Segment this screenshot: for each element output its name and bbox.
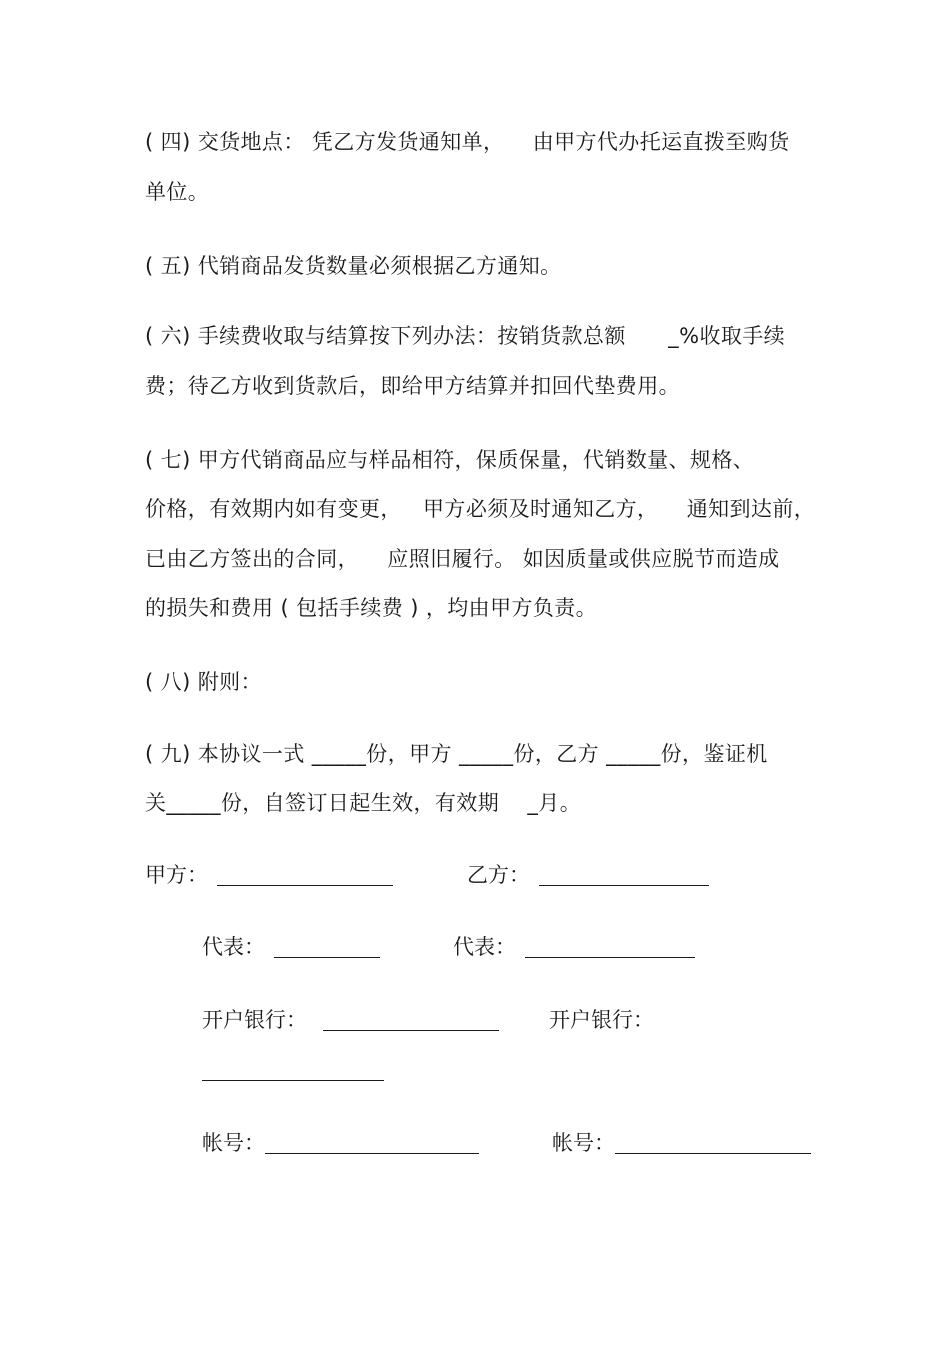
rep-a-signature-line[interactable]	[274, 957, 380, 958]
rep-b-signature-line[interactable]	[525, 957, 695, 958]
clause-4-line-1: ( 四) 交货地点： 凭乙方发货通知单， 由甲方代办托运直拨至购货	[145, 130, 790, 154]
party-b-signature-line[interactable]	[539, 885, 709, 886]
clause-9-line-1: ( 九) 本协议一式 _____份，甲方 _____份，乙方 _____份，鉴证机	[145, 742, 768, 766]
party-a-label: 甲方：	[145, 863, 208, 887]
account-b-field-line[interactable]	[615, 1153, 811, 1154]
clause-5-line-1: ( 五) 代销商品发货数量必须根据乙方通知。	[145, 254, 562, 278]
rep-a-label: 代表：	[202, 935, 265, 959]
clause-7-line-1: ( 七) 甲方代销商品应与样品相符，保质保量，代销数量、规格、	[145, 448, 755, 472]
bank-a-field-line[interactable]	[323, 1030, 499, 1031]
party-a-signature-line[interactable]	[217, 885, 393, 886]
party-b-label: 乙方：	[467, 863, 530, 887]
clause-6-line-2: 费；待乙方收到货款后，即给甲方结算并扣回代垫费用。	[145, 374, 680, 398]
clause-4-line-2: 单位。	[145, 180, 210, 204]
bank-a-label: 开户银行：	[202, 1008, 307, 1032]
account-a-field-line[interactable]	[265, 1153, 479, 1154]
clause-7-line-2: 价格，有效期内如有变更， 甲方必须及时通知乙方， 通知到达前，	[145, 497, 816, 521]
account-b-label: 帐号：	[552, 1131, 615, 1155]
account-a-label: 帐号：	[202, 1131, 265, 1155]
clause-9-line-2: 关_____份，自签订日起生效，有效期 _月。	[145, 791, 582, 815]
clause-7-line-3: 已由乙方签出的合同， 应照旧履行。 如因质量或供应脱节而造成	[145, 547, 780, 571]
clause-6-line-1: ( 六) 手续费收取与结算按下列办法：按销货款总额 _%收取手续	[145, 324, 786, 348]
bank-b-label: 开户银行：	[549, 1008, 654, 1032]
rep-b-label: 代表：	[453, 935, 516, 959]
bank-b-field-line[interactable]	[202, 1080, 384, 1081]
clause-8-line-1: ( 八) 附则：	[145, 670, 262, 694]
clause-7-line-4: 的损失和费用 ( 包括手续费 ) ，均由甲方负责。	[145, 596, 598, 620]
